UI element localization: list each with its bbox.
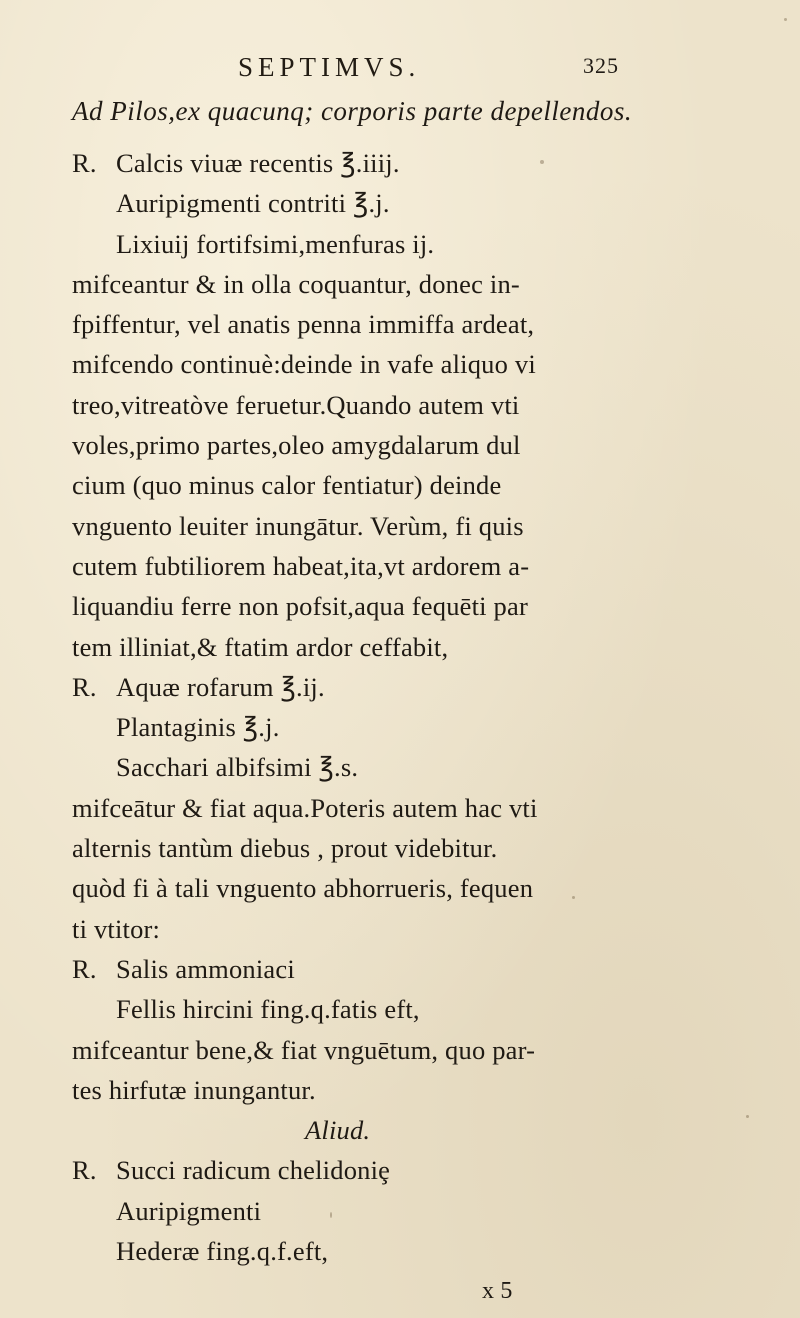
paper-speck bbox=[572, 896, 575, 899]
ingredient: Auripigmenti bbox=[116, 1195, 262, 1226]
page-header bbox=[0, 52, 800, 88]
body-text bbox=[72, 143, 732, 1312]
text-line: fpiffentur, vel anatis penna immiffa ardeat, bbox=[72, 309, 535, 340]
paper-speck bbox=[746, 1115, 749, 1118]
ingredient: Hederæ fing.q.f.eft, bbox=[116, 1236, 329, 1267]
paper-speck bbox=[540, 160, 544, 164]
text-line: ti vtitor: bbox=[72, 913, 161, 944]
recipe-sign: R. bbox=[72, 953, 97, 984]
catchword-line bbox=[72, 1271, 732, 1311]
recipe-sign: R. bbox=[72, 671, 97, 702]
text-line: quòd fi à tali vnguento abhorrueris, fequen bbox=[72, 873, 534, 904]
text-line: voles,primo partes,oleo amygdalarum dul bbox=[72, 430, 521, 461]
text-line: cium (quo minus calor fentiatur) deinde bbox=[72, 470, 502, 501]
text-line: mifceātur & fiat aqua.Poteris autem hac vti bbox=[72, 792, 538, 823]
text-line: mifceantur bene,& fiat vnguētum, quo par- bbox=[72, 1034, 536, 1065]
signature-mark: x 5 bbox=[482, 1278, 513, 1305]
ingredient: Auripigmenti contriti ℥.j. bbox=[116, 188, 390, 219]
text-line: alternis tantùm diebus , prout videbitur. bbox=[72, 833, 498, 864]
recipe-sign: R. bbox=[72, 148, 97, 178]
running-head: SEPTIMVS. bbox=[238, 52, 421, 82]
text-line: vnguento leuiter inungātur. Verùm, fi quis bbox=[72, 510, 524, 541]
recipe-line bbox=[72, 949, 732, 989]
text-line: tem illiniat,& ftatim ardor ceffabit, bbox=[72, 631, 449, 662]
recipe-line bbox=[72, 667, 732, 707]
ingredient: Succi radicum chelidoniȩ bbox=[116, 1155, 391, 1186]
ingredient: Aquæ rofarum ℥.ij. bbox=[116, 671, 325, 702]
text-line: liquandiu ferre non pofsit,aqua fequēti par bbox=[72, 591, 528, 622]
ingredient: Plantaginis ℥.j. bbox=[116, 712, 280, 743]
paper-speck bbox=[330, 1212, 332, 1218]
subheading: Aliud. bbox=[305, 1115, 371, 1146]
text-line: tes hirfutæ inungantur. bbox=[72, 1074, 316, 1105]
ingredient: Lixiuij fortifsimi,menfuras ij. bbox=[116, 228, 435, 259]
recipe-title: Ad Pilos,ex quacunq; corporis parte depellendos. bbox=[72, 96, 633, 126]
ingredient: Sacchari albifsimi ℥.s. bbox=[116, 752, 359, 783]
text-line: cutem fubtiliorem habeat,ita,vt ardorem a- bbox=[72, 550, 530, 581]
page-number: 325 bbox=[583, 53, 619, 78]
text-line: mifceantur & in olla coquantur, donec in- bbox=[72, 268, 520, 299]
text-line: treo,vitreatòve feruetur.Quando autem vti bbox=[72, 389, 520, 420]
text-line: mifcendo continuè:deinde in vafe aliquo vi bbox=[72, 349, 536, 380]
ingredient: Salis ammoniaci bbox=[116, 953, 295, 984]
ingredient: Calcis viuæ recentis ℥.iiij. bbox=[116, 148, 400, 178]
paper-speck bbox=[784, 18, 787, 21]
recipe-sign: R. bbox=[72, 1155, 97, 1186]
recipe-line bbox=[72, 1150, 732, 1190]
recipe-line bbox=[72, 143, 732, 183]
ingredient: Fellis hircini fing.q.fatis eft, bbox=[116, 994, 420, 1025]
